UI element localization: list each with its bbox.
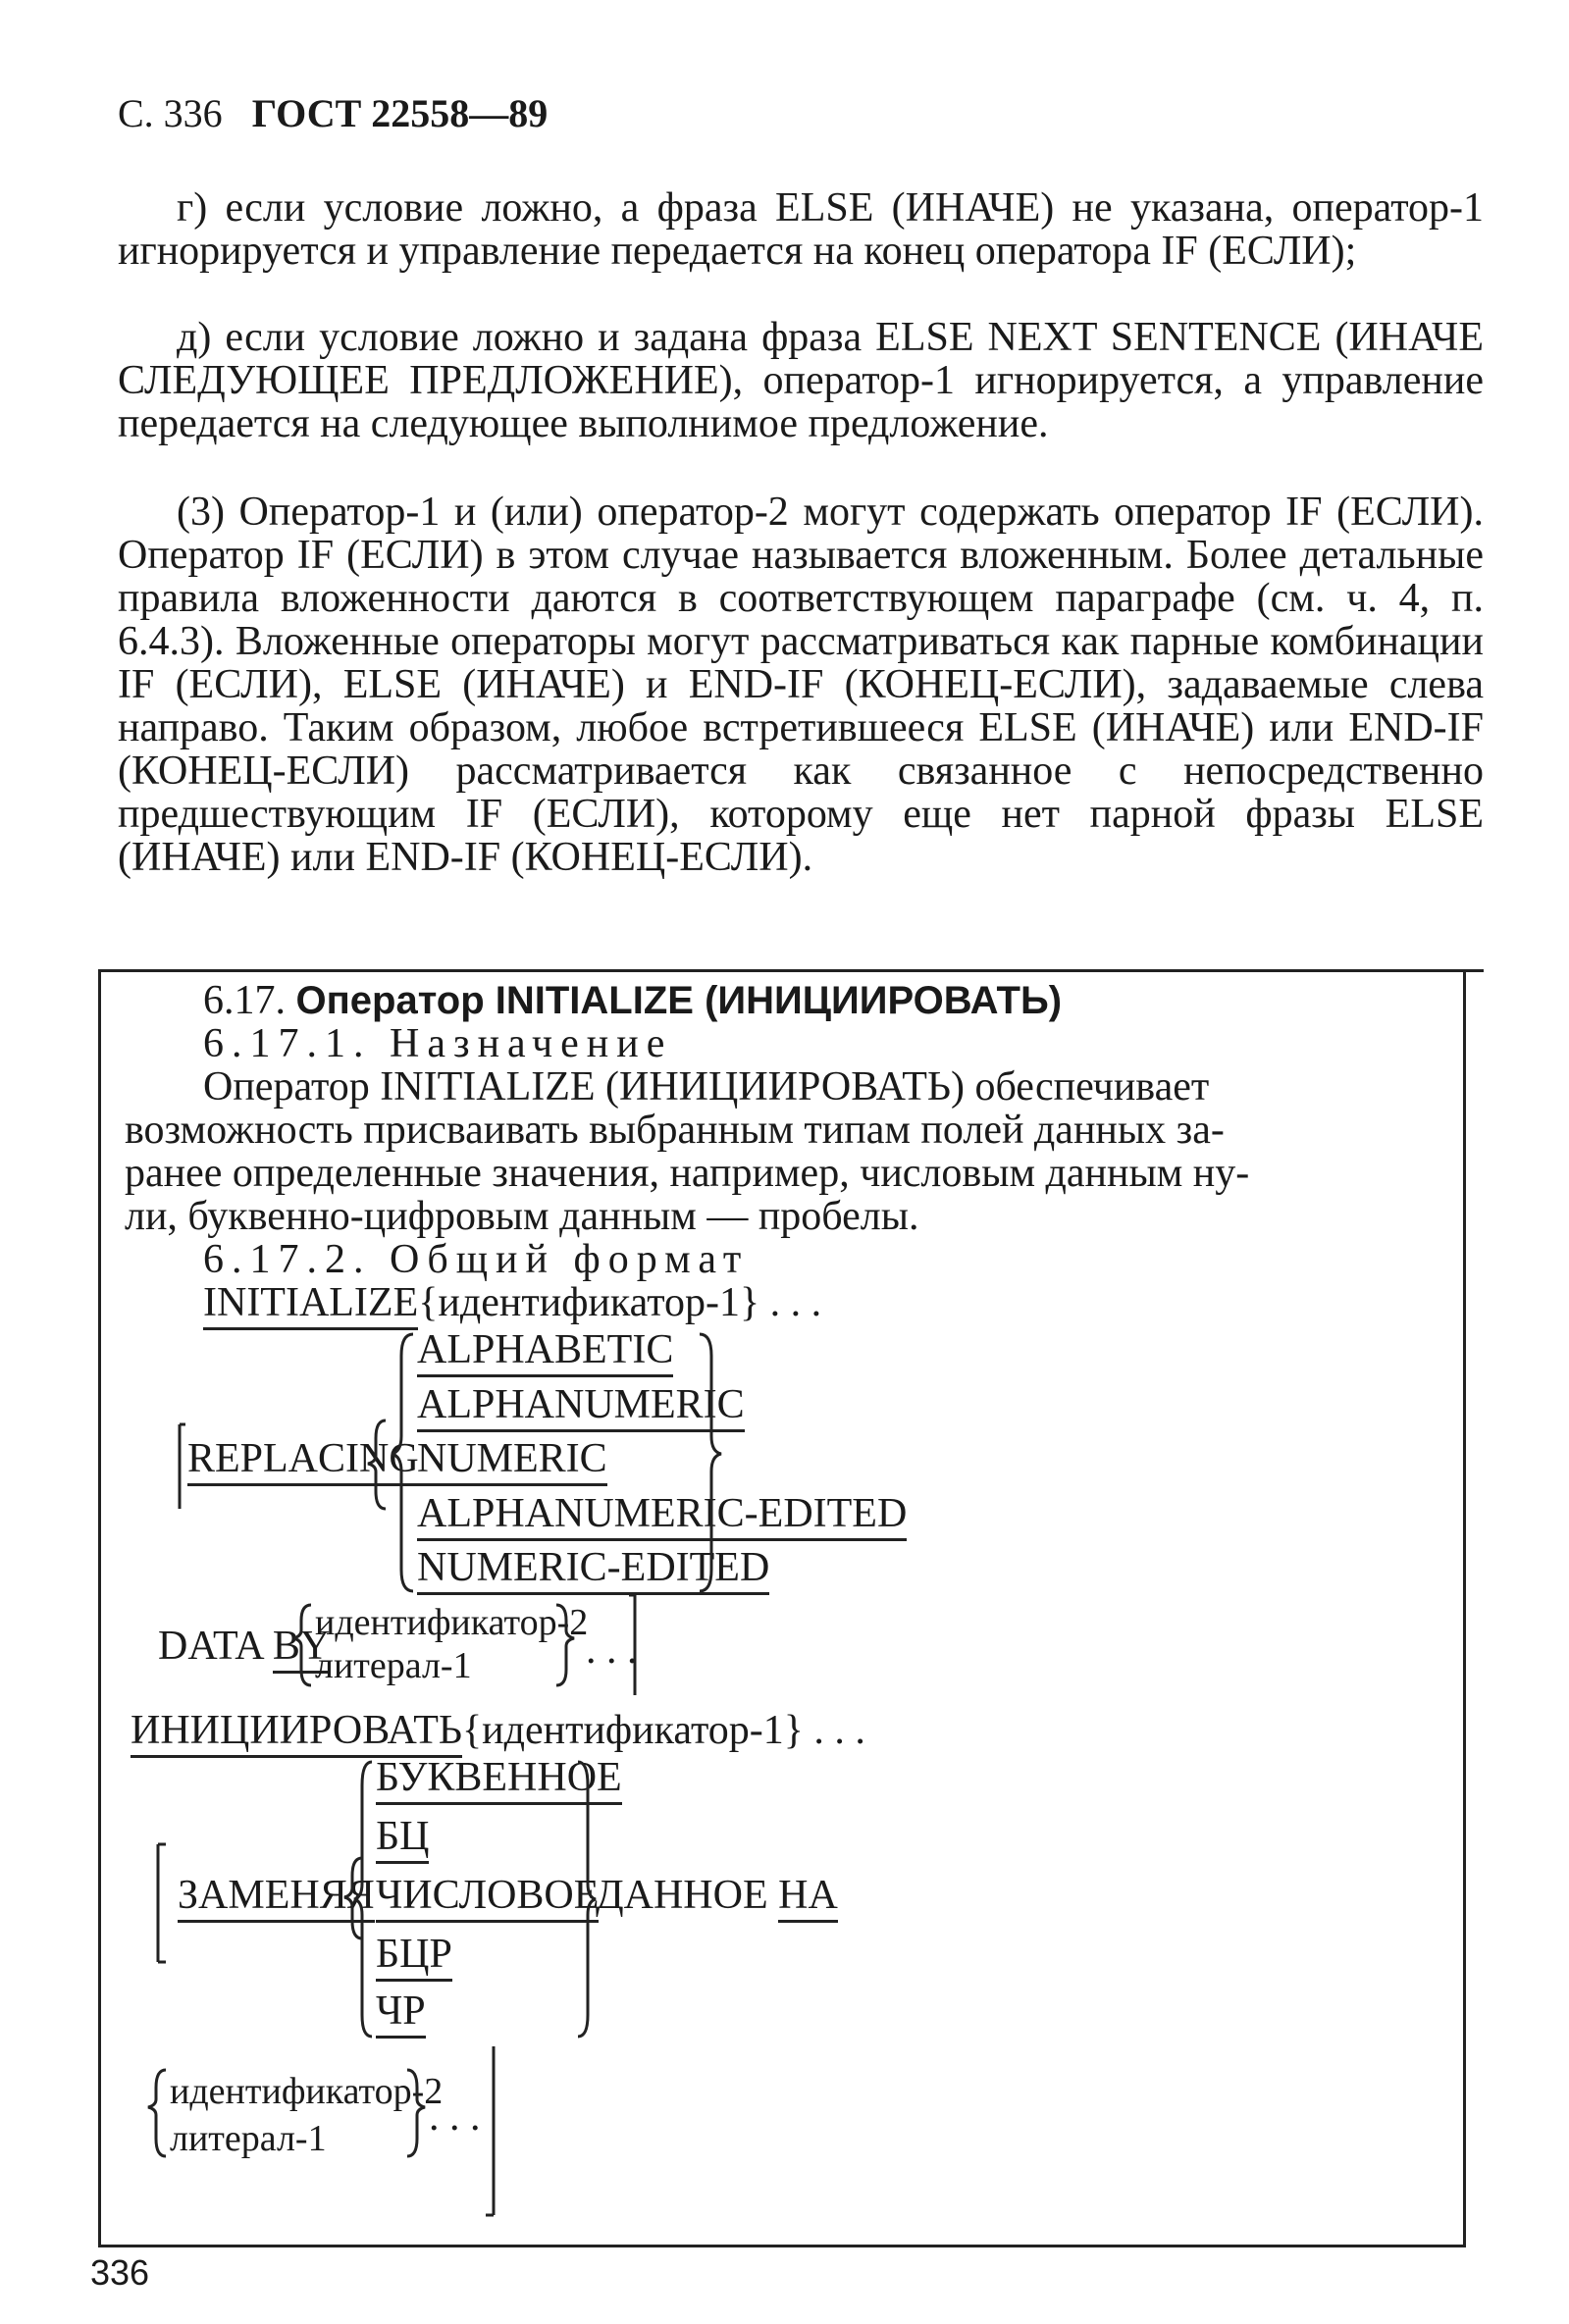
section-box xyxy=(98,971,1466,2247)
by-keyword: BY xyxy=(273,1624,330,1674)
ru-replacing-brace xyxy=(344,1858,362,1938)
initialize-operand: {идентификатор-1} . . . xyxy=(418,1280,822,1325)
ru-category-close-brace xyxy=(578,1762,596,2037)
ru-replacing-open-bracket xyxy=(158,1844,166,1962)
section-title-text: Оператор INITIALIZE (ИНИЦИИРОВАТЬ) xyxy=(295,979,1063,1022)
replacing-text: REPLACING xyxy=(187,1436,419,1486)
en-category-open-brace xyxy=(392,1334,413,1591)
purpose-line-1: Оператор INITIALIZE (ИНИЦИИРОВАТЬ) обеспечивает xyxy=(203,1064,1210,1110)
ru-option-close-bracket xyxy=(486,2046,494,2215)
format-heading: 6.17.2. Общий формат xyxy=(203,1237,750,1282)
category-alphanumeric-text: ALPHANUMERIC xyxy=(417,1382,745,1432)
initialize-keyword: INITIALIZE xyxy=(203,1280,418,1330)
en-option-close-bracket xyxy=(629,1595,635,1695)
en-replacing-brace xyxy=(368,1420,386,1509)
ru-category-open-brace xyxy=(354,1762,372,2037)
zamenyaya-text: ЗАМЕНЯЯ xyxy=(178,1873,375,1923)
ru-value-literal: литерал-1 xyxy=(170,2118,327,2159)
purpose-line-4: ли, буквенно-цифровым данным — пробелы. xyxy=(125,1194,919,1239)
en-value-close-brace xyxy=(556,1605,574,1685)
data-keyword: DATA xyxy=(158,1624,263,1669)
syntax-brackets xyxy=(101,971,1463,2245)
dannoe-keyword: ДАННОЕ xyxy=(596,1873,768,1918)
purpose-line-3: ранее определенные значения, например, числовым данным ну- xyxy=(125,1151,1250,1196)
purpose-heading: 6.17.1. Назначение xyxy=(203,1021,673,1066)
category-alphabetic-text: ALPHABETIC xyxy=(417,1327,673,1377)
section-title-number: 6.17. xyxy=(203,978,286,1023)
page-header xyxy=(118,90,548,136)
category-chislovoe-text: ЧИСЛОВОЕ xyxy=(376,1873,599,1923)
page-number-prefix: С. 336 xyxy=(118,91,223,135)
paragraph-g: г) если условие ложно, а фраза ELSE (ИНАЧЕ) не указана, оператор-1 игнорируется и управление передается на конец оператора IF (ЕСЛИ); xyxy=(118,185,1484,274)
initsiirovat-keyword: ИНИЦИИРОВАТЬ xyxy=(131,1708,462,1758)
category-alphanumeric-edited-text: ALPHANUMERIC-EDITED xyxy=(417,1491,907,1541)
ru-value-identifier: идентификатор-2 xyxy=(170,2071,444,2112)
ru-ellipsis: . . . xyxy=(429,2094,481,2140)
category-bc-text: БЦ xyxy=(376,1814,429,1864)
en-value-identifier: идентификатор-2 xyxy=(315,1602,589,1643)
category-numeric-edited-text: NUMERIC-EDITED xyxy=(417,1545,769,1595)
initsiirovat-operand: {идентификатор-1} . . . xyxy=(461,1708,865,1753)
standard-designation: ГОСТ 22558—89 xyxy=(251,91,549,135)
category-bcr-text: БЦР xyxy=(376,1932,452,1982)
paragraph-d: д) если условие ложно и задана фраза ELSE NEXT SENTENCE (ИНАЧЕ СЛЕДУЮЩЕЕ ПРЕДЛОЖЕНИЕ), оператор-1 игнорируется, а управление передается на следующее выполнимое предложение. xyxy=(118,315,1484,446)
en-value-literal: литерал-1 xyxy=(315,1645,472,1686)
category-chr-text: ЧР xyxy=(376,1988,426,2039)
en-ellipsis: . . . xyxy=(586,1627,638,1673)
category-bukvennoe-text: БУКВЕННОЕ xyxy=(376,1755,622,1805)
na-keyword: НА xyxy=(778,1873,838,1923)
en-value-open-brace xyxy=(293,1605,311,1685)
en-replacing-open-bracket xyxy=(180,1424,185,1509)
en-category-close-brace xyxy=(700,1334,721,1591)
page-number: 336 xyxy=(90,2252,150,2293)
purpose-line-2: возможность присваивать выбранным типам полей данных за- xyxy=(125,1108,1225,1153)
category-numeric-text: NUMERIC xyxy=(417,1436,607,1486)
ru-value-close-brace xyxy=(407,2070,425,2156)
ru-value-open-brace xyxy=(148,2070,166,2156)
paragraph-3: (3) Оператор-1 и (или) оператор-2 могут содержать оператор IF (ЕСЛИ). Оператор IF (ЕСЛИ) в этом случае называется вложенным. Более детальные правила вложенности даются в соответствующем параграфе (см. ч. 4, п. 6.4.3). Вложенные операторы могут рассматриваться как парные комбинации IF (ЕСЛИ), ELSE (ИНАЧЕ) и END-IF (КОНЕЦ-ЕСЛИ), задаваемые слева направо. Таким образом, любое встретившееся ELSE (ИНАЧЕ) или END-IF (КОНЕЦ-ЕСЛИ) рассматривается как связанное с непосредственно предшествующим IF (ЕСЛИ), которому еще нет парной фразы ELSE (ИНАЧЕ) или END-IF (КОНЕЦ-ЕСЛИ). xyxy=(118,490,1484,880)
